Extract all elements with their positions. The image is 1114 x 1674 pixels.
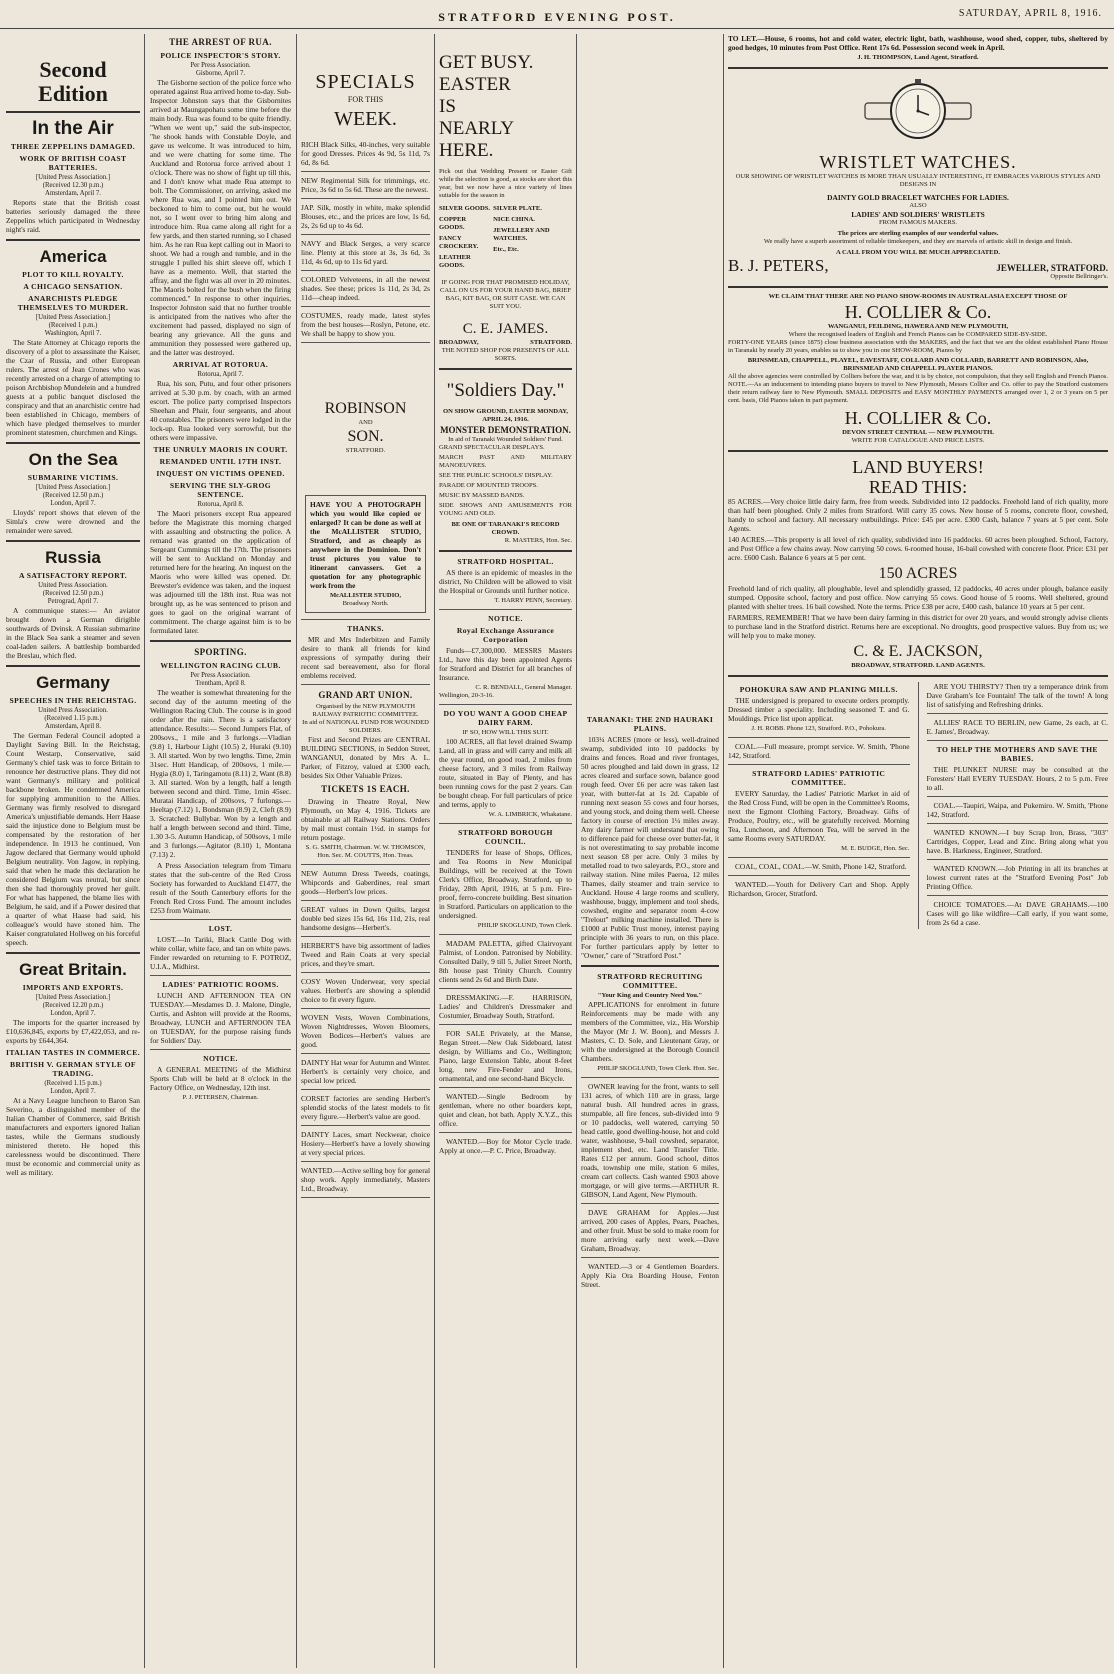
article-body: Rua, his son, Putu, and four other prisoners arrived at 5.30 p.m. by coach, with an armed escort. The police party comprised Inspectors Sheehan and Phair, four sergeants, and about 40 constables. The prisoners were lodged in the lock-up. Rua looked very sorrowful, but the others were impassive. xyxy=(150,379,291,442)
headline: SUBMARINE VICTIMS. xyxy=(27,473,119,482)
classified-ad: LUNCH AND AFTERNOON TEA ON TUESDAY.—Mesdames D. J. Malone, Dingle, Curtis, and Ashton will provide at the Rooms, Broadway, LUNCH and AFTERNOON TEA on TUESDAY, for the purpose raising funds for Soldiers' Day. xyxy=(150,991,291,1045)
classified-ad: ALLIES' RACE TO BERLIN, new Game, 2s each, at C. E. James', Broadway. xyxy=(926,718,1108,736)
column-rule xyxy=(144,34,145,1668)
ad-body: FARMERS, REMEMBER! That we have been dairy farming in this district for over 20 years, and would strongly advise clients to purchase land in the Stratford district. Returns here are exceptional. No droughts, good prospective values. Buy from us; we will help you to make money. xyxy=(728,613,1108,640)
goods-item: Etc., Etc. xyxy=(493,246,519,253)
ad-heading: TARANAKI: THE 2ND HAURAKI PLAINS. xyxy=(586,715,714,733)
headline: THREE ZEPPELINS DAMAGED. xyxy=(10,142,136,151)
article-body: The weather is somewhat threatening for the second day of the autumn meeting of the Wellington Racing Club. The course is in good order after the rain. There is a satisfactory attendance. Results:— Second Jumpers Flat, of 200sovs., 1 mile and 3 furlongs.—Vladian (9.8) 1, Harbour Light (10.5) 2, Huraki (9.10) 3. All started. Won by two lengths. Time, 2min 31sec. Hutt Handicap, of 200sovs, 1 mile.—Hygia (8.0) 1, Taringamotu (8.11) 2, Want (8.8) 3. All started. Won by a length, half a length between second and third. Time, 1min 45sec. Muratai Handicap, of 200sovs, 7 furlongs.—Heeltap (7.12) 1, Bondsman (8.9) 2, Cleft (8.9) 3. Scratched: Bullybar. Won by a length and half a length between second and third. Time, 1.30 3-5. Autumn Handicap, of 500sovs, 1 mile and 3 furlongs.—Agitator (8.10) 1, Montana (7.13) 2. xyxy=(150,688,291,859)
goods-item: COPPER GOODS. xyxy=(439,216,467,231)
ad-heading: STRATFORD RECRUITING COMMITTEE. xyxy=(597,972,703,990)
ad-subheading: "Your King and Country Need You." xyxy=(597,992,703,999)
article-body: The Maori prisoners except Rua appeared before the Magistrate this morning charged with assaulting and obstructing the police. A remand was granted on the application of Sergeant Cummings till the 17th. The prisoners will be sent to Auckland on Monday and returned here for the hearing. An inquest on the Maoris who were killed was opened. Dr. Brewster's evidence was taken, and the inquest was adjourned till the 18th inst. Rua was not brought up, as he was sentenced to prison and goes to gaol on the original warrant of commitment. The charge against him is to be formulated later. xyxy=(150,509,291,635)
listing: Freehold land of rich quality, all ploughable, level and splendidly grassed, 12 paddocks, 40 acres under plough, balance easily stumped. Opposite school, factory and post office. Now carrying 55 cows. Good house of 5 rooms. Well sheltered, ground planted with shelter trees. 16 bail cowshed. Note the terms. Price £38 per acre, £400 cash, balance 10 years at 5 per cent. xyxy=(728,584,1108,611)
signature: C. R. BENDALL, General Manager. xyxy=(475,684,572,691)
received-time: (Received 1 p.m.) xyxy=(48,322,98,329)
classified-ad: COAL.—Taupiri, Waipa, and Pukemiro. W. Smith, 'Phone 142, Stratford. xyxy=(926,801,1108,819)
ad-subheading: MONSTER DEMONSTRATION. xyxy=(440,425,571,435)
ad-heading: STRATFORD LADIES' PATRIOTIC COMMITTEE. xyxy=(752,769,886,787)
event-item: SEE THE PUBLIC SCHOOLS' DISPLAY. xyxy=(439,472,553,479)
column-drapery-ads xyxy=(301,34,430,1668)
signature: P. J. PETERSEN, Chairman. xyxy=(182,1094,259,1101)
classified-ad: HERBERT'S have big assortment of ladies Tweed and Rain Coats at very special prices, and they're smart. xyxy=(301,941,430,968)
ad-subheading: Organised by the NEW PLYMOUTH RAILWAY PATRIOTIC COMMITTEE. xyxy=(312,703,419,718)
classified-ad: THE PLUNKET NURSE may be consulted at the Foresters' Hall EVERY TUESDAY. Hours, 2 to 5 p.m. Free to all. xyxy=(926,765,1108,792)
column-rule xyxy=(576,34,577,1668)
column-rule xyxy=(723,34,724,1668)
event-item: MARCH PAST AND MILITARY MANOEUVRES. xyxy=(439,454,572,469)
bottom-small-ads xyxy=(728,682,1108,929)
classified-ad: WANTED.—Single Bedroom by gentleman, where no other boarders kept, quiet and clean, hot bath. Apply X.Y.Z., this office. xyxy=(439,1092,572,1128)
address xyxy=(439,339,572,347)
ad-subheading: In aid of NATIONAL FUND FOR WOUNDED SOLDIERS. xyxy=(302,719,429,734)
headline: SERVING THE SLY-GROG SENTENCE. xyxy=(169,481,272,499)
article-body: A Press Association telegram from Timaru states that the sub-centre of the Red Cross Society has forwarded to Auckland £1477, the result of the South Canterbury efforts for the French Red Cross Fund. The amount includes £253 from Waimate. xyxy=(150,861,291,915)
special-item: NAVY and Black Serges, a very scarce line. Plenty at this store at 3s, 3s 6d, 3s 11d, 4s 6d, up to 11s 6d yard. xyxy=(301,239,430,266)
ad-heading: GRAND ART UNION. xyxy=(318,690,413,700)
advertiser-name: C. E. JAMES. xyxy=(462,321,549,337)
ad-subheading: DAINTY GOLD BRACELET WATCHES FOR LADIES. xyxy=(827,193,1009,202)
advertiser-name: C. & E. JACKSON, xyxy=(853,643,983,660)
ad-heading: 150 ACRES xyxy=(878,565,958,582)
dateline: Trentham, April 8. xyxy=(195,680,246,687)
ad-body: A CALL FROM YOU WILL BE MUCH APPRECIATED. xyxy=(835,249,1000,256)
advertiser-name: H. COLLIER & Co. xyxy=(844,302,992,322)
headline: A CHICAGO SENSATION. xyxy=(23,282,123,291)
headline: THE ARREST OF RUA. xyxy=(169,37,272,47)
article-body: The German Federal Council adopted a Daylight Saving Bill. In the Reichstag, Count Westarp, Conservative, said Germany's chief task was to force Britain to renounce her destructive plans. They did not want Germany's military and political backbone broken. He condemned America for supplying ammunition to the Allies. Germany was firmly resolved to disregard America's unjustifiable demands. Herr Haase said the injustice done to Belgium must be compensated by the restoration of her independence. In 1913 he continued, Von Jagow declared that Germany would uphold Belgium neutrality. Von Jagow, in replying, said that when he made this declaration he considered Belgium was neutral, but since then she had thoroughly proved her guilt. For what has happened, the blame lies with Belgium, he said, and if a Power desired that a quarter of what Haase had said, his colleague's would have stoned him. The Kaiser congratulated Hollweg on his forceful speech. xyxy=(6,731,140,947)
ad-subheading: IF SO, HOW WILL THIS SUIT. xyxy=(462,729,549,736)
advertiser-town: JEWELLER, STRATFORD. xyxy=(996,263,1108,273)
ad-body: FORTY-ONE YEARS (since 1875) close business association with the MAKERS, and the fact that we are the oldest established Piano House in Taranaki by nearly 20 years, enables us to show you in one SHOW-ROOM, Pianos by xyxy=(728,339,1108,354)
ad-heading: STRATFORD BOROUGH COUNCIL. xyxy=(458,828,553,846)
column-news-cables xyxy=(6,34,140,1668)
headline: THE UNRULY MAORIS IN COURT. xyxy=(153,445,288,454)
classified-ad: HAVE YOU A PHOTOGRAPH which you would like copied or enlarged? It can be done as well at the McALLISTER STUDIO, Stratford, and as cheaply as anywhere in the Dominion. Don't trust pictures you value to itinerant canvassers. Get a quotation for any photographic work from the xyxy=(310,500,421,590)
address: DEVON STREET CENTRAL — NEW PLYMOUTH. xyxy=(842,429,994,436)
column-rule xyxy=(434,34,435,1668)
listing: 85 ACRES.—Very choice little dairy farm, free from weeds. Subdivided into 12 paddocks. Freehold land of rich quality, more than half been ploughed. Only 2 miles from Stratford. Will carry 35 cows. New house of 5 rooms, concrete floor, cowshed, handy to school and factory. All necessary outbuildings. Price: £45 per acre. £300 Cash, balance 7 years at 5 per cent. Sole Agents. xyxy=(728,497,1108,533)
press-credit: United Press Association. xyxy=(38,707,108,714)
ad-heading: EASTER xyxy=(439,74,511,95)
ad-heading: TICKETS 1S EACH. xyxy=(321,784,410,794)
goods-item: JEWELLERY AND WATCHES. xyxy=(493,227,550,242)
goods-item: FANCY CROCKERY. xyxy=(439,235,479,250)
advertiser-name: H. COLLIER & Co. xyxy=(844,408,992,428)
address: Opposite Bellringer's. xyxy=(1050,273,1108,280)
ad-subheading: In aid of Taranaki Wounded Soldiers' Fund. xyxy=(448,436,563,443)
article-body: At a Navy League luncheon to Baron San Severino, a distinguished member of the Italian Chamber of Commerce, said British manufacturers and exporters ignored Italian tastes, while the Germans studiously ministered thereto. He hoped this carelessness would be discontinued. There must be economic and commercial unity as well as military. xyxy=(6,1096,140,1177)
ad-body: Pick out that Wedding Present or Easter Gift while the selection is good, as stocks are short this year, but we now have a nice variety of lines suitable for the season in xyxy=(439,168,572,199)
ad-body: OUR SHOWING OF WRISTLET WATCHES IS MORE THAN USUALLY INTERESTING, IT EMBRACES VARIOUS STYLES AND DESIGNS IN xyxy=(735,173,1101,188)
ad-heading: NOTICE. xyxy=(488,614,523,623)
classified-ad: COSY Woven Underwear, very special values. Herbert's are showing a splendid choice to fit every figure. xyxy=(301,977,430,1004)
headline: ANARCHISTS PLEDGE THEMSELVES TO MURDER. xyxy=(17,294,129,312)
small-ads-right xyxy=(927,682,1109,929)
goods-item: NICE CHINA. xyxy=(493,216,535,223)
dateline: Rotorua, April 8. xyxy=(197,501,244,508)
address-street: BROADWAY, xyxy=(439,339,479,346)
article-body: The imports for the quarter increased by £10,636,845, exports by £7,422,053, and re-exports by £644,364. xyxy=(6,1018,140,1045)
ad-body: All the above agencies were controlled by Colliers before the war, and it is by choice, not compulsion, that they sell English and French Pianos. NOTE.—As an inducement to intending piano buyers to travel to New Plymouth, Messrs Collier and Co. offer to pay the Stratford customers their return railway fare to New Plymouth. SMALL DEPOSITS and EASY MONTHLY PAYMENTS arranged over 1, 2 or 3 years on 5 per cent. basis, Old Pianos taken in part payment. xyxy=(728,373,1108,404)
ad-subheading: FROM FAMOUS MAKERS. xyxy=(878,219,958,226)
signature: W. A. LIMBRICK, Whakatane. xyxy=(488,811,572,818)
signature: R. MASTERS, Hon. Sec. xyxy=(504,537,572,544)
classified-ad: WANTED KNOWN.—I buy Scrap Iron, Brass, "303" Cartridges, Copper, Lead and Zinc. Bring along what you have. B. Harkness, Engineer, Stratford. xyxy=(926,828,1108,855)
ad-subheading: Royal Exchange Assurance Corporation xyxy=(456,626,555,644)
headline: REMANDED UNTIL 17TH INST. xyxy=(159,457,282,466)
classified-ad: A GENERAL MEETING of the Midhirst Sports Club will be held at 8 o'clock in the Factory Office, on Wednesday, 12th inst. xyxy=(150,1065,291,1092)
headline: INQUEST ON VICTIMS OPENED. xyxy=(156,469,285,478)
ad-heading: LOST. xyxy=(208,924,233,933)
classified-ad: MR and Mrs Inderbitzen and Family desire to thank all friends for kind expressions of sympathy during their recent sad bereavement, also for floral emblems received. xyxy=(301,635,430,680)
ad-heading: POHOKURA SAW AND PLANING MILLS. xyxy=(739,685,898,694)
ad-heading: "Soldiers Day." xyxy=(446,380,565,401)
classified-ad: OWNER leaving for the front, wants to sell 131 acres, of which 110 are in grass, large natural bush. All hundred acres in grass, stumpable, all fire fences, sub-divided into 9 or 10 paddocks, well watered, carrying 50 head cattle, good dwelling-house, hot and cold water, washhouse, 9-bail cowshed, separator, implement shed, etc. Land Transfer Title. Rates £12 per annum. Good school, dittos roads, township one mile, station 6 miles, cream cart collects. Cash wanted £903 above mortgage, or will give terms.—ARTHUR R. GIBSON, Land Agent, New Plymouth. xyxy=(581,1082,719,1199)
article-body: Lloyds' report shows that eleven of the Simla's crew were drowned and the remainder were saved. xyxy=(6,508,140,535)
signature: PHILIP SKOGLUND, Town Clerk. xyxy=(477,922,572,929)
ad-body: BRINSMEAD, CHAPPELL, PLAYEL, EAVESTAFF, COLLARD AND COLLARD, BARRETT AND ROBINSON, Also, BRINSMEAD AND CHAPPELL PLAYER PIANOS. xyxy=(747,357,1089,372)
ad-heading: STRATFORD HOSPITAL. xyxy=(457,557,554,566)
classified-ad: TO LET.—House, 6 rooms, hot and cold water, electric light, bath, washhouse, wood shed, copper, tubs, sheltered by good hedges, 10 minutes from Post Office. Rent 17s 6d. Possession second week in April. xyxy=(728,34,1108,52)
column-local-news xyxy=(150,34,291,1668)
classified-ad: GREAT values in Down Quilts, largest double bed sizes 15s 6d, 16s 11d, 21s, real handsome designs—Herbert's. xyxy=(301,905,430,932)
special-item: JAP. Silk, mostly in white, make splendid Blouses, etc., and the prices are low, 1s 6d, 2s, 2s 6d up to 4s 6d. xyxy=(301,203,430,230)
article-body: The Gisborne section of the police force who operated against Rua arrived home to-day. Sub-Inspector Johnston says that the Gisbornites arrived at Maungapohatu some time before the main body. Rua was found to be quite friendly. "When we went up," said the sub-inspector, "he shook hands with Constable Doyle, and gave us welcome. It was introduced to him, and we were chatting for some time. The Auckland and Rotorua force arrived about 1 o'clock. There was no show of fight up till this, and I don't know what made Rua attempt to bolt. The Commissioner, on arriving, asked me where Rua was, and I pointed him out. We beckoned to him to come out, but he would not, so I went over to bring him along and introduce him. Rua came along all right for a few yards, and then started running, so I chased him. As he ran Rua kept calling out in Maori to shoot. We had a rough and tumble, and in the struggle I pulled his shirt sleeve off, which I have as a memento. Well, that started the affray, and the fight was all over in 20 minutes. The Maoris bolted for the bush when the firing commenced." In response to other inquiries, Inspector Johnston said that no further trouble is anticipated from the natives who after the excitement had passed, displayed no sign of bearing any grievance. All the guns and ammunition they possessed were gathered up, and the latter was destroyed. xyxy=(150,78,291,357)
advertiser-name: AND xyxy=(358,419,373,426)
press-credit: [United Press Association.] xyxy=(35,484,111,491)
classified-ad: TENDERS for lease of Shops, Offices, and Tea Rooms in New Municipal Buildings, will be received at the Town Clerk's Office, Broadway, Stratford, up to Friday, 28th April, 1916, at 5 p.m. Fire-proof, ferro-concrete building. Best situation in Stratford. Particulars on application to the undersigned. xyxy=(439,848,572,920)
goods-item: LEATHER GOODS. xyxy=(439,254,471,269)
ad-heading: GET BUSY. xyxy=(439,52,534,73)
headline: ITALIAN TASTES IN COMMERCE. xyxy=(6,1048,140,1057)
classified-ad: WANTED.—Active selling boy for general shop work. Apply immediately, Masters Ltd., Broadway. xyxy=(301,1166,430,1193)
classified-ad: 103¼ ACRES (more or less), well-drained swamp, subdivided into 10 paddocks by drains and fences. Road and river frontages, 50 acres ploughed and laid down in grass, 12 acres cleared and surface sown, balance good rough feed. Over £6 per acre was taken last year, with butter-fat at 1s 2d. Capable of running next season 55 cows and four horses, and young stock, and doing them well. Cheese factory in course of erection 1¼ miles away. Any dairy farmer will understand that owing to difference paid for cheese over butter-fat, it is not overestimating to say probable income next season £8 per acre. Only 3 miles by metalled road to two saleyards, P.O., store and railway station. Nine miles Paeroa, 12 miles Thames, daily steamer and train service to Auckland. House 4 large rooms and scullery, washhouse, buggy, implement and tool sheds, cowshed, engine and separator room 4-cow "Trelout" milking machine installed. There is £1000 at Public Trust money, interest paying principle with 36 years to run, on this place. For further particulars apply by letter to "Owner," care of "Stratford Post." xyxy=(581,735,719,960)
received-time: (Received 12.20 p.m.) xyxy=(42,1002,104,1009)
ad-heading: HERE. xyxy=(439,140,494,161)
column-rule xyxy=(918,682,919,929)
address: Broadway North. xyxy=(342,600,389,607)
advertiser-name: ROBINSON xyxy=(324,400,407,417)
ad-heading: NOTICE. xyxy=(203,1054,238,1063)
signature: M. E. BUDGE, Hon. Sec. xyxy=(841,845,910,852)
section-heading: Great Britain. xyxy=(19,960,127,979)
listing: 140 ACRES.—This property is all level of rich quality, subdivided into 16 paddocks. 60 acres been ploughed. School, Factory, and Post Office a few chains away. Now carrying 50 cows. 6-roomed house, 16-bail cowshed with concrete floor. Price: £31 per acre. £600 Cash. Balance 6 years at 5 per cent. xyxy=(728,535,1108,562)
headline: SPEECHES IN THE REICHSTAG. xyxy=(9,696,137,705)
classified-ad: Drawing in Theatre Royal, New Plymouth, on May 4, 1916. Tickets are obtainable at all Railway Stations. Orders by mail must contain 1½d. in stamps for return postage. xyxy=(301,797,430,842)
tagline: THE NOTED SHOP FOR PRESENTS OF ALL SORTS. xyxy=(441,347,570,362)
special-items-list xyxy=(301,140,430,343)
classified-ad: WANTED.—3 or 4 Gentlemen Boarders. Apply Kia Ora Boarding House, Fenton Street. xyxy=(581,1262,719,1289)
classified-ad: FOR SALE Privately, at the Manse, Regan Street.—New Oak Sideboard, latest design, by Williams and Co., Wellington; Piano, large Extension Table, about 8-feet long, new Fire-Fender and Irons, ornamental, and one second-hand Bicycle. xyxy=(439,1029,572,1083)
dateline: Gisborne, April 7. xyxy=(195,70,246,77)
jeweller-line xyxy=(728,256,1108,275)
ad-body: IF GOING FOR THAT PROMISED HOLIDAY, CALL ON US FOR YOUR HAND BAG, BRIEF BAG, KIT BAG, OR SUIT CASE. WE CAN SUIT YOU. xyxy=(439,279,572,310)
classified-ad: THE undersigned is prepared to execute orders promptly. Dressed timber a speciality. Including seasoned T. and G. Mouldings. Price list upon applicat. xyxy=(728,696,910,723)
ad-body: We really have a superb assortment of reliable timekeepers, and they are marvels of artistic skill in design and finish. xyxy=(763,238,1073,245)
classified-ad: WANTED.—Boy for Motor Cycle trade. Apply at once.—P. C. Price, Broadway. xyxy=(439,1137,572,1155)
section-heading: Russia xyxy=(45,548,101,567)
headline: PLOT TO KILL ROYALTY. xyxy=(22,270,124,279)
classified-ad: DRESSMAKING.—F. HARRISON, Ladies' and Children's Dressmaker and Costumier, Broadway South, Stratford. xyxy=(439,993,572,1020)
signature: McALLISTER STUDIO, xyxy=(329,592,402,599)
section-heading: America xyxy=(39,247,107,266)
column-land-ads xyxy=(581,712,719,1668)
event-item: PARADE OF MOUNTED TROOPS. xyxy=(439,482,538,489)
event-items xyxy=(439,444,572,518)
press-credit: [United Press Association.] xyxy=(35,994,111,1001)
ad-subheading: ON SHOW GROUND, EASTER MONDAY, APRIL 24, 1916. xyxy=(442,408,569,423)
classified-ad: ARE YOU THIRSTY? Then try a temperance drink from Dave Graham's Ice Fountain! The talk of the town! A long list of satisfying and Refreshing drinks. xyxy=(926,682,1108,709)
headline: BRITISH V. GERMAN STYLE OF TRADING. xyxy=(10,1060,136,1078)
classified-ad: WANTED.—Youth for Delivery Cart and Shop. Apply Richardson, Grocer, Stratford. xyxy=(728,880,910,898)
section-heading: In the Air xyxy=(32,118,114,139)
article-body: A communique states:— An aviator brought down a German dirigible southwards of Dvinsk. A Russian submarine in the Black Sea sank a steamer and seven coal-laden sailers. A battleship bombarded the Breslau, which fled. xyxy=(6,606,140,660)
classified-ad: 100 ACRES, all flat level drained Swamp Land, all in grass and will carry and milk all the year round, on good road, 2 miles from cheese factory, and 3 miles from Railway route, situated in Bay of Plenty, and has been running cows for the past 2 years. Can be bought cheap. For full particulars of price and terms, apply to xyxy=(439,737,572,809)
ad-heading: TO HELP THE MOTHERS AND SAVE THE BABIES. xyxy=(936,745,1098,763)
ad-heading: THANKS. xyxy=(347,624,384,633)
dateline: Wellington, 20-3-16. xyxy=(439,692,494,699)
ad-subheading: BE ONE OF TARANAKI'S RECORD CROWD. xyxy=(451,521,560,536)
press-credit: [United Press Association.] xyxy=(35,314,111,321)
dateline: Rotorua, April 7. xyxy=(197,371,244,378)
special-item: NEW Regimental Silk for trimmings, etc. Price, 3s 6d to 5s 6d. These are the newest. xyxy=(301,176,430,194)
ad-subheading: FOR THIS xyxy=(347,95,384,104)
received-time: (Received 1.15 p.m.) xyxy=(44,1080,102,1087)
signature: J. H. ROBB. Phone 123, Stratford. P.O., Pohokura. xyxy=(751,725,886,732)
column-rule xyxy=(296,34,297,1668)
classified-ad: AS there is an epidemic of measles in the district, No Children will be allowed to visit the Hospital or Grounds until further notice. xyxy=(439,568,572,595)
ad-heading: NEARLY xyxy=(439,118,515,139)
dateline: London, April 7. xyxy=(50,1010,96,1017)
ad-heading: WEEK. xyxy=(334,108,397,130)
headline: IMPORTS AND EXPORTS. xyxy=(22,983,124,992)
land-agents-ad xyxy=(728,457,1108,670)
ad-body: The prices are sterling examples of our wonderful values. xyxy=(837,230,999,237)
classified-ad: First and Second Prizes are CENTRAL BUILDING SECTIONS, in Seddon Street, WANGANUI, donated by Mrs A. L. Parker, of Fitzroy, valued at £300 each, besides Six Other Valuable Prizes. xyxy=(301,735,430,780)
classified-ad: MADAM PALETTA, gifted Clairvoyant Palmist, of London. Patronised by Nobility. Consulted Daily, 9 till 5, Juliet Street North, 8th house past Trinity Church. Country clients send 2s 6d and Birth Date. xyxy=(439,939,572,984)
advertiser-name: B. J. PETERS, xyxy=(728,256,829,275)
masthead xyxy=(0,6,1114,29)
classified-ad: WANTED KNOWN.—Job Printing in all its branches at lowest current rates at the "Stratford Evening Post" Job Printing Office. xyxy=(926,864,1108,891)
headline: ARRIVAL AT ROTORUA. xyxy=(172,360,269,369)
headline: A SATISFACTORY REPORT. xyxy=(18,571,128,580)
edition-heading: Second Edition xyxy=(38,57,108,106)
classified-ad: Funds—£7,300,000. MESSRS Masters Ltd., have this day been appointed Agents for Stratford and District for all branches of Insurance. xyxy=(439,646,572,682)
ad-subheading: ALSO xyxy=(909,202,927,209)
signature: T. HARRY PENN, Secretary. xyxy=(494,597,572,604)
newspaper-title: STRATFORD EVENING POST. xyxy=(438,10,676,24)
event-item: GRAND SPECTACULAR DISPLAYS. xyxy=(439,444,545,451)
signature: PHILIP SKOGLUND, Town Clerk. Hon. Sec. xyxy=(597,1065,719,1072)
section-heading: SPORTING. xyxy=(194,647,247,657)
classified-ad: CHOICE TOMATOES.—At DAVE GRAHAMS.—100 Cases will go like wildfire—Call early, if you want some, from 2s 6d a case. xyxy=(926,900,1108,927)
classified-ad: DAINTY Hat wear for Autumn and Winter. Herbert's is certainly very choice, and special low priced. xyxy=(301,1058,430,1085)
press-credit: Per Press Association. xyxy=(190,672,251,679)
headline: POLICE INSPECTOR'S STORY. xyxy=(160,51,281,60)
section-heading: Germany xyxy=(36,673,110,692)
classified-ad: NEW Autumn Dress Tweeds, coatings, Whipcords and Gaberdines, real smart goods—Herbert's low prices. xyxy=(301,869,430,896)
classified-ad: WOVEN Vests, Woven Combinations, Woven Nightdresses, Woven Bloomers, Woven Bodices—Herbert's values are good. xyxy=(301,1013,430,1049)
event-item: MUSIC BY MASSED BANDS. xyxy=(439,492,525,499)
ad-subheading: WRITE FOR CATALOGUE AND PRICE LISTS. xyxy=(851,437,985,444)
article-body: The State Attorney at Chicago reports the discovery of a plot to assassinate the Kaiser, the Czar of Russia, and other European rulers. The arrest of Jean Crones who was recently arrested on a charge of attempting to poison Archbishop Mundelein and a hundred guests at a public banquet disclosed the conspiracy and that an anarchistic centre had been established in Chicago, members of which have pledged themselves to murder prominent statesmen, churchmen and Kings. xyxy=(6,338,140,437)
advertiser-name: SON. xyxy=(347,428,384,445)
classified-ad: COAL.—Full measure, prompt service. W. Smith, 'Phone 142, Stratford. xyxy=(728,742,910,760)
received-time: (Received 12.30 p.m.) xyxy=(42,182,104,189)
goods-list xyxy=(439,202,572,273)
dateline: London, April 7. xyxy=(50,1088,96,1095)
dateline: London, April 7. xyxy=(50,500,96,507)
goods-item: SILVER PLATE. xyxy=(493,205,542,212)
ad-subheading: WANGANUI, FEILDING, HAWERA AND NEW PLYMOUTH, xyxy=(827,323,1009,330)
dateline: Petrograd, April 7. xyxy=(47,598,99,605)
dateline: Washington, April 7. xyxy=(44,330,102,337)
dateline: Amsterdam, April 7. xyxy=(45,190,101,197)
ad-heading: LAND BUYERS! xyxy=(852,457,984,477)
press-credit: United Press Association. xyxy=(38,582,108,589)
classified-ad: LOST.—In Tariki, Black Cattle Dog with white collar, white face, and tan on white paws. Finder rewarded on returning to F. POTROZ, U.I.A., Midhirst. xyxy=(150,935,291,971)
classified-ad: APPLICATIONS for enrolment in future Reinforcements may be made with any members of the Committee, viz., His Worship the Mayor (Mr J. W. Boon), and Messrs J. Masters, C. D. Sole, and Lieutenant Gray, or with the undersigned at the Borough Council Chambers. xyxy=(581,1000,719,1063)
ad-heading: IS xyxy=(439,96,456,117)
event-item: SIDE SHOWS AND AMUSEMENTS FOR YOUNG AND OLD. xyxy=(439,502,572,517)
ad-heading: DO YOU WANT A GOOD CHEAP DAIRY FARM. xyxy=(443,709,568,727)
address-town: STRATFORD. xyxy=(530,339,572,346)
classified-ad: EVERY Saturday, the Ladies' Patriotic Market in aid of the Red Cross Fund, will be open in the Committee's Rooms, next the Egmont Clothing Factory, Broadway. Gifts of Produce, Poultry, etc., will be gratefully received. Morning Tea, Luncheon, and Afternoon Tea, will be served in the same Rooms every SATURDAY. xyxy=(728,789,910,843)
classified-ad: DAVE GRAHAM for Apples.—Just arrived, 200 cases of Apples, Pears, Peaches, and other fruit. Must be sold to make room for more arriving early next week.—Dave Graham, Broadway. xyxy=(581,1208,719,1253)
special-item: COSTUMES, ready made, latest styles from the best houses—Roslyn, Petone, etc. We shall be happy to show you. xyxy=(301,311,430,338)
small-ads-left xyxy=(728,682,910,929)
received-time: (Received 12.50 p.m.) xyxy=(42,492,104,499)
column-merchant-ads xyxy=(728,34,1108,1668)
issue-date: SATURDAY, APRIL 8, 1916. xyxy=(958,8,1102,19)
ad-heading: SPECIALS xyxy=(315,71,416,93)
classified-ad: COAL, COAL, COAL.—W. Smith, Phone 142, Stratford. xyxy=(735,862,907,871)
column-shop-ads xyxy=(439,34,572,1668)
ad-heading: LADIES' PATRIOTIC ROOMS. xyxy=(162,980,279,989)
ad-heading: WRISTLET WATCHES. xyxy=(819,152,1017,172)
ad-heading: READ THIS: xyxy=(868,477,968,497)
classified-ad: CORSET factories are sending Herbert's splendid stocks of the latest models to fit every figure.—Herbert's value are good. xyxy=(301,1094,430,1121)
ad-body: Where the recognised leaders of English and French Pianos can be COMPARED SIDE-BY-SIDE. xyxy=(788,331,1048,338)
section-heading: On the Sea xyxy=(28,450,118,469)
signature: S. G. SMITH, Chairman. W. W. THOMSON, Hon. Sec. M. COUTTS, Hon. Treas. xyxy=(305,844,426,859)
received-time: (Received 12.50 p.m.) xyxy=(42,590,104,597)
dateline: Amsterdam, April 8. xyxy=(45,723,101,730)
press-credit: Per Press Association. xyxy=(190,62,251,69)
wristwatch-icon xyxy=(863,75,973,147)
photo-ad xyxy=(305,495,426,613)
special-item: RICH Black Silks, 40-inches, very suitable for good Dresses. Prices 4s 9d, 5s 11d, 7s 6d, 8s 6d. xyxy=(301,140,430,167)
press-credit: [United Press Association.] xyxy=(35,174,111,181)
special-item: COLORED Velveteens, in all the newest shades. See these; prices 1s 11d, 2s 3d, 2s 11d—cheap indeed. xyxy=(301,275,430,302)
headline: WELLINGTON RACING CLUB. xyxy=(160,661,281,670)
advertiser-town: STRATFORD. xyxy=(345,447,386,454)
ad-subheading: LADIES' AND SOLDIERS' WRISTLETS xyxy=(851,210,985,219)
address: BROADWAY, STRATFORD. LAND AGENTS. xyxy=(851,662,985,669)
classified-ad: DAINTY Laces, smart Neckwear, choice Hosiery—Herbert's have a lovely showing at very special prices. xyxy=(301,1130,430,1157)
land-agents-listings xyxy=(728,457,1108,670)
ad-heading: WE CLAIM THAT THERE ARE NO PIANO SHOW-ROOMS IN AUSTRALASIA EXCEPT THOSE OF xyxy=(768,293,1068,300)
article-body: Reports state that the British coast batteries seriously damaged the three Zeppelins which participated in Wednesday night's raid. xyxy=(6,198,140,234)
goods-item: SILVER GOODS. xyxy=(439,205,491,212)
signature: J. H. THOMPSON, Land Agent, Stratford. xyxy=(857,54,979,61)
headline: WORK OF BRITISH COAST BATTERIES. xyxy=(19,154,127,172)
small-ads-list xyxy=(301,869,430,1198)
received-time: (Received 1.15 p.m.) xyxy=(44,715,102,722)
